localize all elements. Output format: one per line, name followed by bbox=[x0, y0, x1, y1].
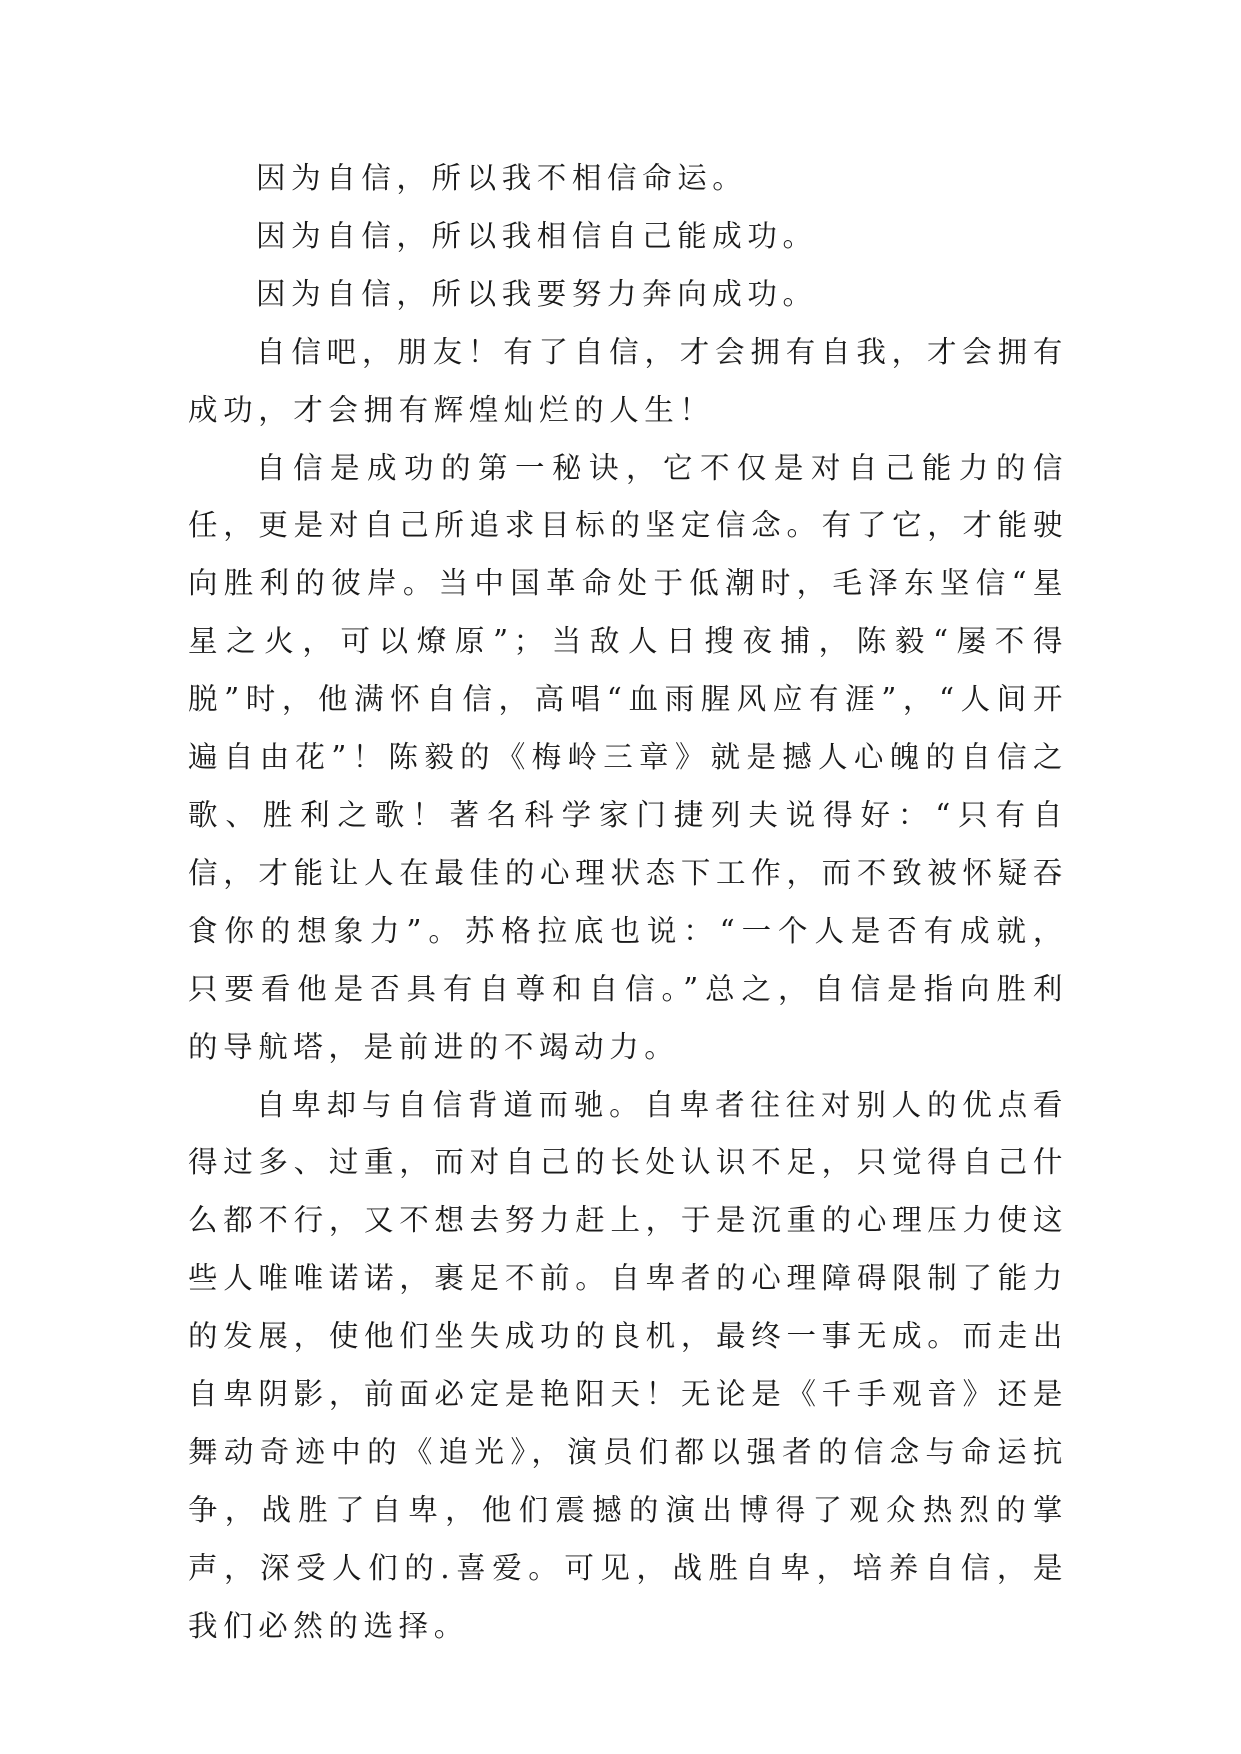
paragraph: 自信是成功的第一秘诀，它不仅是对自己能力的信任，更是对自己所追求目标的坚定信念。有了它，才能驶向胜利的彼岸。当中国革命处于低潮时，毛泽东坚信“星星之火，可以燎原”；当敌人日搜夜捕，陈毅“屡不得脱”时，他满怀自信，高唱“血雨腥风应有涯”，“人间开遍自由花”！陈毅的《梅岭三章》就是撼人心魄的自信之歌、胜利之歌！著名科学家门捷列夫说得好：“只有自信，才能让人在最佳的心理状态下工作，而不致被怀疑吞食你的想象力”。苏格拉底也说：“一个人是否有成就，只要看他是否具有自尊和自信。”总之，自信是指向胜利的导航塔，是前进的不竭动力。 bbox=[188, 450, 1068, 1064]
paragraph: 自信吧，朋友！有了自信，才会拥有自我，才会拥有成功，才会拥有辉煌灿烂的人生！ bbox=[188, 334, 1068, 427]
document-body bbox=[188, 150, 1068, 1656]
paragraph: 因为自信，所以我相信自己能成功。 bbox=[256, 218, 818, 253]
paragraph: 因为自信，所以我要努力奔向成功。 bbox=[256, 276, 818, 311]
paragraph: 自卑却与自信背道而驰。自卑者往往对别人的优点看得过多、过重，而对自己的长处认识不足，只觉得自己什么都不行，又不想去努力赶上，于是沉重的心理压力使这些人唯唯诺诺，裹足不前。自卑者的心理障碍限制了能力的发展，使他们坐失成功的良机，最终一事无成。而走出自卑阴影，前面必定是艳阳天！无论是《千手观音》还是舞动奇迹中的《追光》，演员们都以强者的信念与命运抗争，战胜了自卑，他们震撼的演出博得了观众热烈的掌声，深受人们的.喜爱。可见，战胜自卑，培养自信，是我们必然的选择。 bbox=[188, 1087, 1068, 1643]
paragraph: 因为自信，所以我不相信命运。 bbox=[256, 161, 748, 195]
